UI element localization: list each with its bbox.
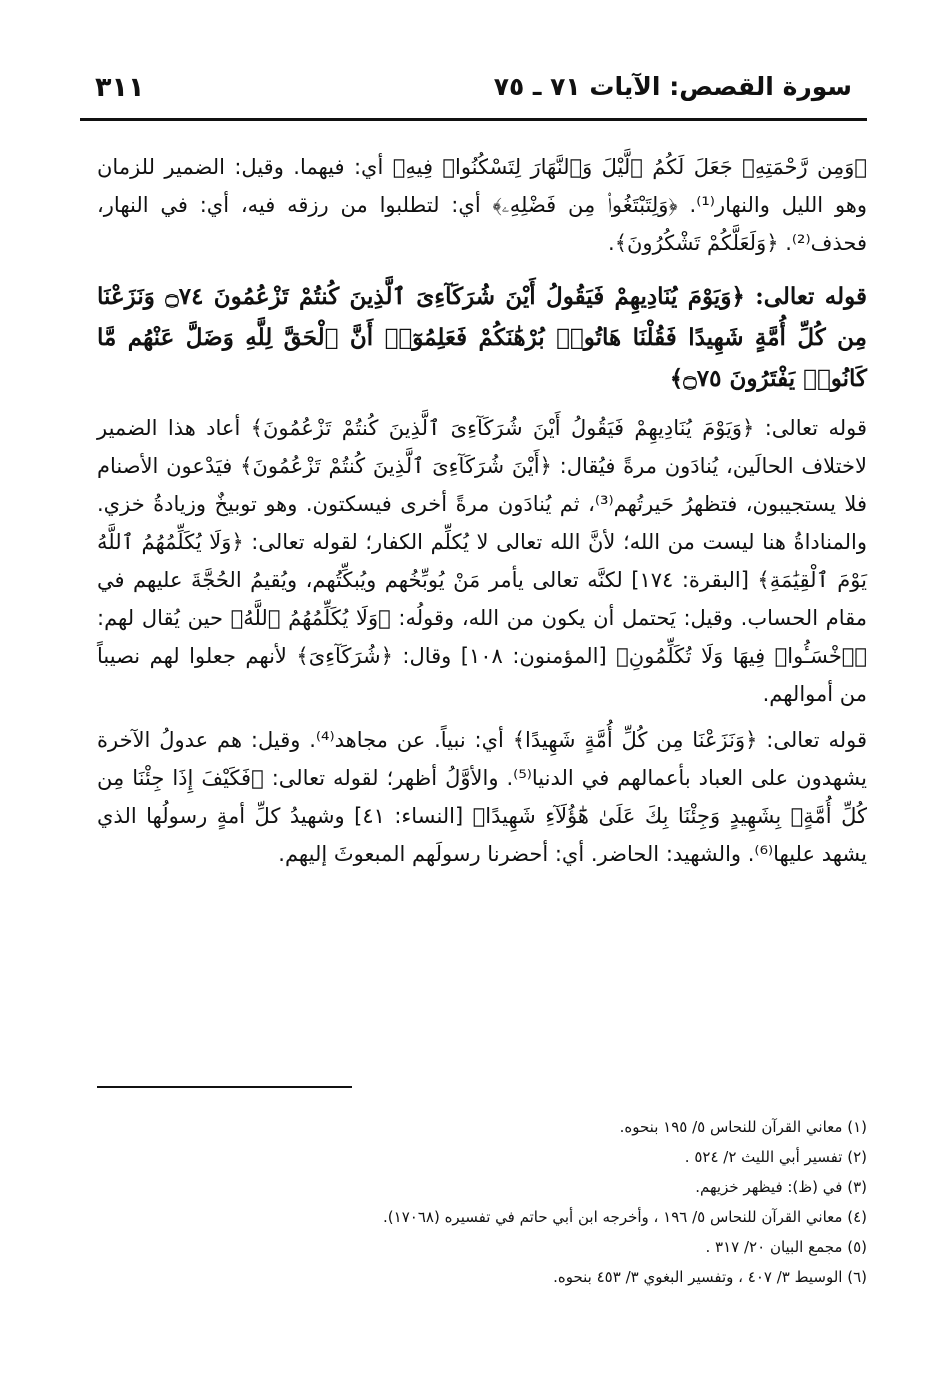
main-text xyxy=(97,148,867,873)
footnote-1: (١) معاني القرآن للنحاس ٥/ ١٩٥ بنحوه. xyxy=(619,1118,867,1136)
footnote-5: (٥) مجمع البيان ٢٠/ ٣١٧ . xyxy=(705,1238,867,1256)
footnotes xyxy=(97,1112,867,1292)
footnote-3: (٣) في (ظ): فيظهر خزيهم. xyxy=(695,1178,867,1196)
chapter-title: سورة القصص: الآيات ٧١ ـ ٧٥ xyxy=(493,72,852,101)
paragraph-2: قوله تعالى: ﴿وَيَوْمَ يُنَادِيهِمْ فَيَقُولُ أَيْنَ شُرَكَآءِىَ ٱلَّذِينَ كُنتُمْ تَزْعُمُونَ﴾ أعاد هذا الضمير لاختلاف الحالَين، يُنادَون مرةً فيُقال: ﴿أَيْنَ شُرَكَآءِىَ ٱلَّذِينَ كُنتُمْ تَزْعُمُونَ﴾ فيَدْعون الأصنام فلا يستجيبون، فتظهرُ حَيرتُهم⁽³⁾، ثم يُنادَون مرةً أخرى فيسكتون. وهو توبيخٌ وزيادةُ خزي. والمناداةُ هنا ليست من الله؛ لأنَّ الله تعالى لا يُكلِّم الكفار؛ لقوله تعالى: ﴿وَلَا يُكَلِّمُهُمُ ٱللَّهُ يَوْمَ ٱلْقِيَٰمَةِ﴾ [البقرة: ١٧٤] لكنَّه تعالى يأمر مَنْ يُوبِّخُهم ويُبكِّتُهم، ويُقيمُ الحُجَّةَ عليهم في مقام الحساب. وقيل: يَحتمل أن يكون من الله، وقولُه: ﴿وَلَا يُكَلِّمُهُمُ ٱللَّهُ﴾ حين يُقال لهم: ﴿ٱخْسَـُٔوا۟ فِيهَا وَلَا تُكَلِّمُونِ﴾ [المؤمنون: ١٠٨] وقال: ﴿شُرَكَآءِىَ﴾ لأنهم جعلوا لهم نصيباً من أموالهم. xyxy=(97,416,868,706)
footnote-divider xyxy=(97,1086,352,1088)
footnote-2: (٢) تفسير أبي الليث ٢/ ٥٢٤ . xyxy=(684,1148,867,1166)
paragraph-1: ﴿وَمِن رَّحْمَتِهِۦ جَعَلَ لَكُمُ ٱلَّيْلَ وَٱلنَّهَارَ لِتَسْكُنُوا۟ فِيهِ﴾ أي: فيهما. وقيل: الضمير للزمان وهو الليل والنهار⁽¹⁾. ﴿وَلِتَبْتَغُوا۟ مِن فَضْلِهِۦ﴾ أي: لتطلبوا من رزقه فيه، أي: في النهار، فحذف⁽²⁾. ﴿وَلَعَلَّكُمْ تَشْكُرُونَ﴾. xyxy=(97,155,868,255)
footnote-4: (٤) معاني القرآن للنحاس ٥/ ١٩٦ ، وأخرجه ابن أبي حاتم في تفسيره (١٧٠٦٨). xyxy=(383,1208,867,1226)
header-divider xyxy=(80,118,867,121)
page-number: ٣١١ xyxy=(95,72,145,103)
verse-block: قوله تعالى: ﴿وَيَوْمَ يُنَادِيهِمْ فَيَقُولُ أَيْنَ شُرَكَآءِىَ ٱلَّذِينَ كُنتُمْ تَزْعُمُونَ ۝٧٤ وَنَزَعْنَا مِن كُلِّ أُمَّةٍ شَهِيدًا فَقُلْنَا هَاتُوا۟ بُرْهَٰنَكُمْ فَعَلِمُوٓا۟ أَنَّ ٱلْحَقَّ لِلَّهِ وَضَلَّ عَنْهُم مَّا كَانُوا۟ يَفْتَرُونَ ۝٧٥﴾ xyxy=(97,283,867,392)
footnote-6: (٦) الوسيط ٣/ ٤٠٧ ، وتفسير البغوي ٣/ ٤٥٣ بنحوه. xyxy=(553,1268,867,1286)
paragraph-3: قوله تعالى: ﴿وَنَزَعْنَا مِن كُلِّ أُمَّةٍ شَهِيدًا﴾ أي: نبياً. عن مجاهد⁽⁴⁾. وقيل: هم عدولُ الآخرة يشهدون على العباد بأعمالهم في الدنيا⁽⁵⁾. والأوَّلُ أظهر؛ لقوله تعالى: ﴿فَكَيْفَ إِذَا جِئْنَا مِن كُلِّ أُمَّةٍۭ بِشَهِيدٍ وَجِئْنَا بِكَ عَلَىٰ هَٰٓؤُلَآءِ شَهِيدًا﴾ [النساء: ٤١] وشهيدُ كلِّ أمةٍ رسولُها الذي يشهد عليها⁽⁶⁾. والشهيد: الحاضر. أي: أحضرنا رسولَهم المبعوثَ إليهم. xyxy=(97,728,868,866)
running-header xyxy=(95,68,852,112)
